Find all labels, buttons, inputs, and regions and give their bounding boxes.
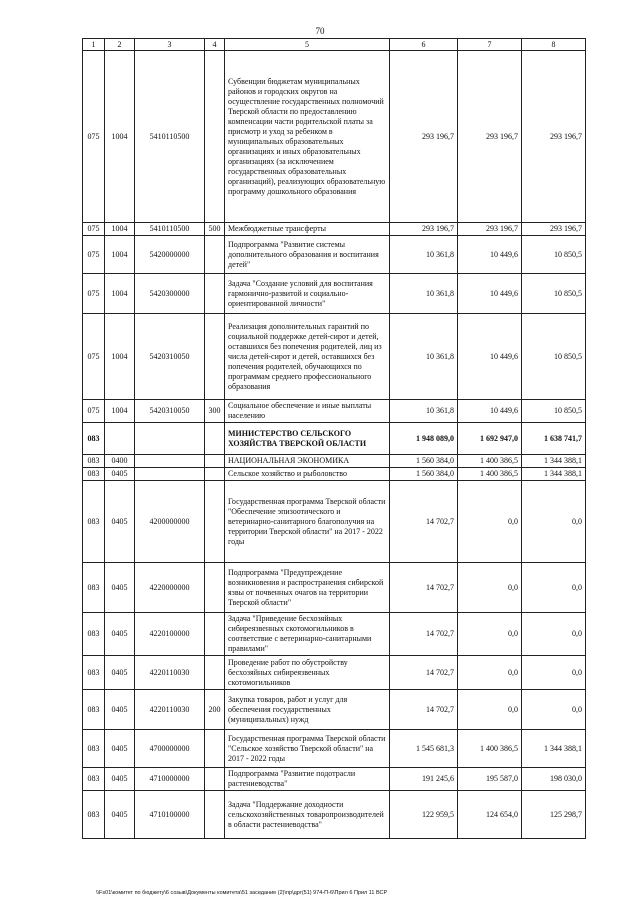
cell-c4: [205, 613, 225, 656]
cell-v8: 10 850,5: [522, 314, 586, 400]
cell-v6: 10 361,8: [390, 314, 458, 400]
cell-v8: 0,0: [522, 690, 586, 730]
cell-v7: 293 196,7: [458, 51, 522, 223]
cell-c2: 0405: [105, 791, 135, 839]
row-description: МИНИСТЕРСТВО СЕЛЬСКОГО ХОЗЯЙСТВА ТВЕРСКОЙ ОБЛАСТИ: [225, 423, 390, 455]
cell-v6: 14 702,7: [390, 613, 458, 656]
cell-c2: 1004: [105, 236, 135, 274]
cell-v7: 1 400 386,5: [458, 468, 522, 481]
column-number: 2: [105, 39, 135, 51]
cell-c4: [205, 51, 225, 223]
table-row: [83, 400, 586, 423]
table-row: [83, 768, 586, 791]
cell-c4: [205, 768, 225, 791]
column-number-row: [83, 39, 586, 51]
table-row: [83, 423, 586, 455]
cell-c4: 500: [205, 223, 225, 236]
table-row: [83, 455, 586, 468]
cell-c4: 200: [205, 690, 225, 730]
cell-v8: 0,0: [522, 656, 586, 690]
cell-v6: 14 702,7: [390, 563, 458, 613]
cell-v8: 198 030,0: [522, 768, 586, 791]
cell-v7: 0,0: [458, 563, 522, 613]
cell-v8: 10 850,5: [522, 236, 586, 274]
cell-c1: 083: [83, 613, 105, 656]
table-row: [83, 613, 586, 656]
cell-c2: 0405: [105, 730, 135, 768]
row-description: Сельское хозяйство и рыболовство: [225, 468, 390, 481]
column-number: 1: [83, 39, 105, 51]
cell-c4: [205, 730, 225, 768]
cell-v7: 0,0: [458, 613, 522, 656]
cell-c2: 0405: [105, 468, 135, 481]
cell-c4: [205, 274, 225, 314]
cell-c4: [205, 563, 225, 613]
cell-c1: 075: [83, 314, 105, 400]
cell-c4: [205, 468, 225, 481]
cell-v8: 10 850,5: [522, 400, 586, 423]
cell-v6: 14 702,7: [390, 690, 458, 730]
cell-c2: 0405: [105, 613, 135, 656]
column-number: 4: [205, 39, 225, 51]
table-row: [83, 563, 586, 613]
row-description: Подпрограмма "Развитие подотрасли растениеводства": [225, 768, 390, 791]
cell-v7: 0,0: [458, 690, 522, 730]
cell-c3: 4200000000: [135, 481, 205, 563]
cell-c1: 083: [83, 455, 105, 468]
cell-c4: [205, 791, 225, 839]
table-row: [83, 236, 586, 274]
cell-c2: 0405: [105, 563, 135, 613]
table-row: [83, 468, 586, 481]
cell-c1: 083: [83, 768, 105, 791]
cell-v8: 1 344 388,1: [522, 730, 586, 768]
cell-v6: 1 560 384,0: [390, 455, 458, 468]
cell-c2: 1004: [105, 400, 135, 423]
cell-v8: 125 298,7: [522, 791, 586, 839]
column-number: 6: [390, 39, 458, 51]
table-row: [83, 730, 586, 768]
cell-c2: 0405: [105, 768, 135, 791]
cell-v7: 124 654,0: [458, 791, 522, 839]
table-row: [83, 274, 586, 314]
cell-c1: 083: [83, 423, 105, 455]
table-row: [83, 51, 586, 223]
cell-v7: 195 587,0: [458, 768, 522, 791]
cell-v6: 191 245,6: [390, 768, 458, 791]
cell-c3: 4700000000: [135, 730, 205, 768]
cell-c1: 075: [83, 51, 105, 223]
column-number: 3: [135, 39, 205, 51]
cell-v6: 14 702,7: [390, 656, 458, 690]
row-description: Задача "Создание условий для воспитания гармонично-развитой и социально-ориентированной личности": [225, 274, 390, 314]
cell-v8: 1 638 741,7: [522, 423, 586, 455]
cell-v8: 0,0: [522, 563, 586, 613]
cell-c3: 5420310050: [135, 400, 205, 423]
cell-v6: 1 948 089,0: [390, 423, 458, 455]
budget-table: [82, 38, 586, 839]
row-description: Закупка товаров, работ и услуг для обеспечения государственных (муниципальных) нужд: [225, 690, 390, 730]
column-number: 7: [458, 39, 522, 51]
row-description: Проведение работ по обустройству бесхозяйных сибиреязвенных скотомогильников: [225, 656, 390, 690]
cell-v7: 10 449,6: [458, 400, 522, 423]
cell-c2: 1004: [105, 274, 135, 314]
cell-v8: 293 196,7: [522, 51, 586, 223]
cell-c1: 083: [83, 481, 105, 563]
cell-v7: 1 400 386,5: [458, 730, 522, 768]
cell-v8: 1 344 388,1: [522, 455, 586, 468]
cell-v8: 0,0: [522, 613, 586, 656]
cell-c3: 4220100000: [135, 613, 205, 656]
cell-c3: 5420310050: [135, 314, 205, 400]
cell-v6: 10 361,8: [390, 274, 458, 314]
cell-c3: 5410110500: [135, 51, 205, 223]
cell-c1: 083: [83, 656, 105, 690]
column-number: 5: [225, 39, 390, 51]
cell-v8: 1 344 388,1: [522, 468, 586, 481]
cell-c2: 0405: [105, 656, 135, 690]
cell-c4: [205, 656, 225, 690]
cell-v6: 10 361,8: [390, 400, 458, 423]
cell-c4: [205, 481, 225, 563]
row-description: Реализация дополнительных гарантий по социальной поддержке детей-сирот и детей, оставшихся без попечения родителей, лиц из числа детей-сирот и детей, оставшихся без попечения родителей, обучающихся по программам среднего профессионального образования: [225, 314, 390, 400]
cell-v6: 10 361,8: [390, 236, 458, 274]
row-description: Социальное обеспечение и иные выплаты населению: [225, 400, 390, 423]
table-row: [83, 656, 586, 690]
cell-v7: 0,0: [458, 656, 522, 690]
cell-c4: 300: [205, 400, 225, 423]
cell-v6: 14 702,7: [390, 481, 458, 563]
cell-v8: 293 196,7: [522, 223, 586, 236]
cell-c3: 4710100000: [135, 791, 205, 839]
cell-v6: 293 196,7: [390, 223, 458, 236]
cell-v7: 0,0: [458, 481, 522, 563]
row-description: Субвенции бюджетам муниципальных районов и городских округов на осуществление государственных полномочий Тверской области по предоставлению компенсации части родительской платы за присмотр и уход за ребенком в муниципальных образовательных организациях и иных образовательных организациях (за исключением государственных образовательных организаций), реализующих образовательную программу дошкольного образования: [225, 51, 390, 223]
cell-c2: 0405: [105, 481, 135, 563]
cell-c3: [135, 468, 205, 481]
cell-c3: 4710000000: [135, 768, 205, 791]
cell-v7: 293 196,7: [458, 223, 522, 236]
row-description: Задача "Поддержание доходности сельскохозяйственных товаропроизводителей в области растениеводства": [225, 791, 390, 839]
cell-c3: 5420000000: [135, 236, 205, 274]
cell-c3: [135, 423, 205, 455]
cell-c1: 083: [83, 563, 105, 613]
cell-c3: [135, 455, 205, 468]
cell-c2: 1004: [105, 314, 135, 400]
row-description: Подпрограмма "Предупреждение возникновения и распространения сибирской язвы от почвенных очагов на территории Тверской области": [225, 563, 390, 613]
cell-c2: 1004: [105, 223, 135, 236]
page-number: 70: [315, 26, 325, 36]
cell-c4: [205, 236, 225, 274]
row-description: НАЦИОНАЛЬНАЯ ЭКОНОМИКА: [225, 455, 390, 468]
cell-c3: 4220110030: [135, 656, 205, 690]
cell-c1: 083: [83, 690, 105, 730]
cell-c3: 5420300000: [135, 274, 205, 314]
table-row: [83, 690, 586, 730]
row-description: Государственная программа Тверской области "Обеспечение эпизоотического и ветеринарно-санитарного благополучия на территории Тверской области" на 2017 - 2022 годы: [225, 481, 390, 563]
cell-c1: 083: [83, 468, 105, 481]
cell-c2: [105, 423, 135, 455]
cell-v6: 1 545 681,3: [390, 730, 458, 768]
table-row: [83, 481, 586, 563]
cell-c1: 075: [83, 236, 105, 274]
cell-c1: 075: [83, 223, 105, 236]
row-description: Задача "Приведение бесхозяйных сибиреязвенных скотомогильников в соответствие с ветеринарно-санитарными правилами": [225, 613, 390, 656]
cell-v7: 10 449,6: [458, 236, 522, 274]
column-number: 8: [522, 39, 586, 51]
cell-v7: 1 692 947,0: [458, 423, 522, 455]
cell-v7: 1 400 386,5: [458, 455, 522, 468]
table-row: [83, 223, 586, 236]
cell-c2: 1004: [105, 51, 135, 223]
cell-c4: [205, 314, 225, 400]
cell-c1: 083: [83, 730, 105, 768]
cell-c1: 075: [83, 274, 105, 314]
row-description: Подпрограмма "Развитие системы дополнительного образования и воспитания детей": [225, 236, 390, 274]
cell-c3: 5410110500: [135, 223, 205, 236]
cell-v6: 122 959,5: [390, 791, 458, 839]
cell-v7: 10 449,6: [458, 314, 522, 400]
cell-v8: 0,0: [522, 481, 586, 563]
row-description: Межбюджетные трансферты: [225, 223, 390, 236]
cell-c3: 4220000000: [135, 563, 205, 613]
cell-c2: 0400: [105, 455, 135, 468]
cell-v6: 1 560 384,0: [390, 468, 458, 481]
cell-c4: [205, 423, 225, 455]
cell-v6: 293 196,7: [390, 51, 458, 223]
cell-v7: 10 449,6: [458, 274, 522, 314]
cell-c1: 083: [83, 791, 105, 839]
cell-v8: 10 850,5: [522, 274, 586, 314]
cell-c4: [205, 455, 225, 468]
cell-c3: 4220110030: [135, 690, 205, 730]
cell-c1: 075: [83, 400, 105, 423]
table-row: [83, 314, 586, 400]
cell-c2: 0405: [105, 690, 135, 730]
row-description: Государственная программа Тверской области "Сельское хозяйство Тверской области" на 2017 - 2022 годы: [225, 730, 390, 768]
file-path-footer: \\Fs01\комитет по бюджету\6 созыв\Документы комитета\51 заседание (2)\пр\дрг(51) 974-П-6\Прил 6 Прил 11 ВСР: [96, 890, 388, 896]
table-row: [83, 791, 586, 839]
